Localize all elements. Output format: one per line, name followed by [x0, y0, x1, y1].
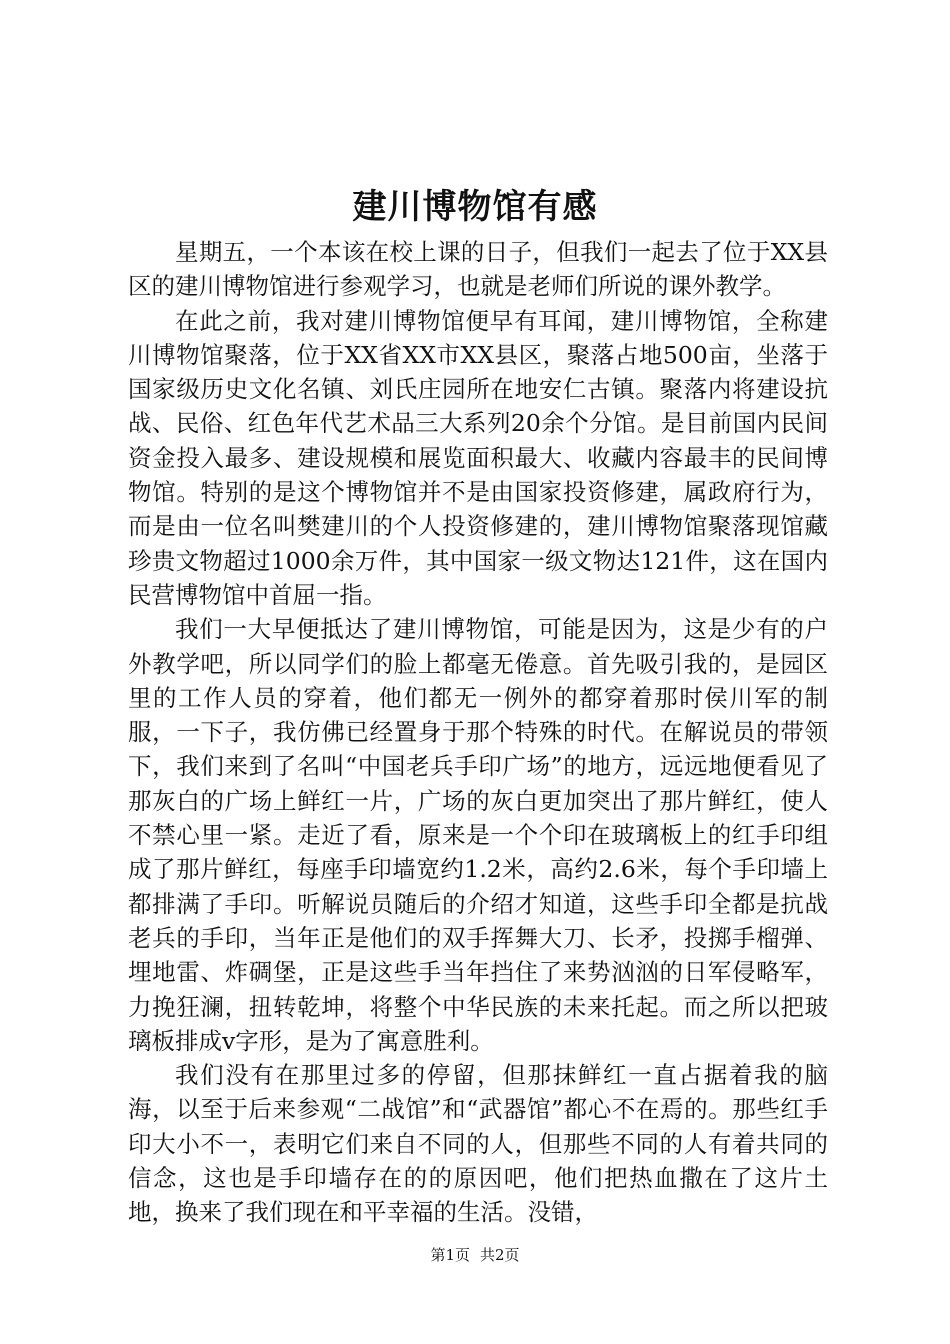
- document-body: [128, 235, 828, 1230]
- page-number: 第1页: [430, 1246, 470, 1264]
- paragraph-3: 我们一大早便抵达了建川博物馆，可能是因为，这是少有的户外教学吧，所以同学们的脸上都毫无倦意。首先吸引我的，是园区里的工作人员的穿着，他们都无一例外的都穿着那时侯川军的制服，一下子，我仿佛已经置身于那个特殊的时代。在解说员的带领下，我们来到了名叫“中国老兵手印广场”的地方，远远地便看见了那灰白的广场上鲜红一片，广场的灰白更加突出了那片鲜红，使人不禁心里一紧。走近了看，原来是一个个印在玻璃板上的红手印组成了那片鲜红，每座手印墙宽约1.2米，高约2.6米，每个手印墙上都排满了手印。听解说员随后的介绍才知道，这些手印全都是抗战老兵的手印，当年正是他们的双手挥舞大刀、长矛，投掷手榴弹、埋地雷、炸碉堡，正是这些手当年挡住了来势汹汹的日军侵略军，力挽狂澜，扭转乾坤，将整个中华民族的未来托起。而之所以把玻璃板排成v字形，是为了寓意胜利。: [128, 615, 828, 1055]
- paragraph-1: 星期五，一个本该在校上课的日子，但我们一起去了位于XX县区的建川博物馆进行参观学习，也就是老师们所说的课外教学。: [128, 238, 828, 301]
- page-total: 共2页: [480, 1246, 520, 1264]
- page-footer: [0, 1245, 950, 1265]
- paragraph-4: 我们没有在那里过多的停留，但那抹鲜红一直占据着我的脑海，以至于后来参观“二战馆”和“武器馆”都心不在焉的。那些红手印大小不一，表明它们来自不同的人，但那些不同的人有着共同的信念，这也是手印墙存在的的原因吧，他们把热血撒在了这片土地，换来了我们现在和平幸福的生活。没错，: [128, 1061, 828, 1227]
- paragraph-2: 在此之前，我对建川博物馆便早有耳闻，建川博物馆，全称建川博物馆聚落，位于XX省XX市XX县区，聚落占地500亩，坐落于国家级历史文化名镇、刘氏庄园所在地安仁古镇。聚落内将建设抗战、民俗、红色年代艺术品三大系列20余个分馆。是目前国内民间资金投入最多、建设规模和展览面积最大、收藏内容最丰的民间博物馆。特别的是这个博物馆并不是由国家投资修建，属政府行为，而是由一位名叫樊建川的个人投资修建的，建川博物馆聚落现馆藏珍贵文物超过1000余万件，其中国家一级文物达121件，这在国内民营博物馆中首屈一指。: [128, 306, 828, 609]
- document-title: 建川博物馆有感: [352, 187, 598, 227]
